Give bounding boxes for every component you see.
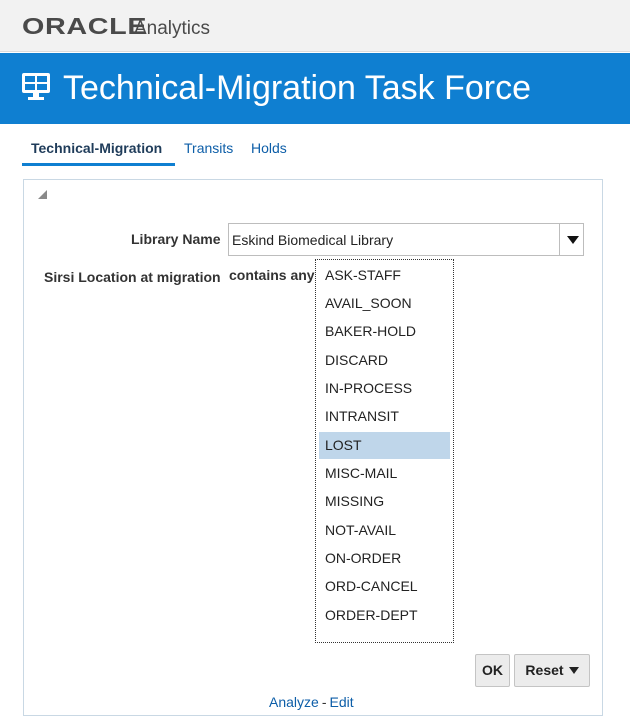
list-item[interactable]: IN-PROCESS (325, 380, 413, 396)
ok-button[interactable]: OK (475, 654, 510, 687)
tab-technical-migration[interactable]: Technical-Migration (22, 133, 175, 166)
reset-button[interactable] (514, 654, 590, 687)
library-name-select[interactable] (228, 223, 584, 256)
list-item[interactable]: MISC-MAIL (325, 465, 398, 481)
library-name-value: Eskind Biomedical Library (232, 232, 394, 248)
chevron-down-icon (567, 236, 579, 244)
list-item[interactable]: BAKER-HOLD (325, 323, 417, 339)
logo-oracle-text: ORACLE (22, 13, 148, 39)
collapse-triangle-icon[interactable] (38, 190, 47, 199)
prompts-panel (23, 179, 603, 716)
list-item[interactable]: ORDER-DEPT (325, 607, 418, 623)
dashboard-tabs (22, 133, 622, 167)
list-item[interactable]: NOT-AVAIL (325, 522, 397, 538)
link-separator: - (321, 694, 327, 710)
list-item[interactable]: ON-ORDER (325, 550, 402, 566)
dashboard-banner (0, 53, 630, 124)
chevron-down-icon (569, 667, 579, 674)
list-item[interactable]: ORD-CANCEL (325, 578, 418, 594)
operator-label: contains any (229, 267, 315, 283)
list-item[interactable]: INTRANSIT (325, 408, 399, 424)
list-item-highlighted[interactable]: LOST (319, 432, 450, 459)
sirsi-location-dropdown-list[interactable] (315, 259, 454, 643)
list-item[interactable]: DISCARD (325, 352, 389, 368)
tab-holds[interactable]: Holds (251, 140, 287, 156)
edit-link[interactable]: Edit (329, 694, 354, 710)
logo-product-text: Analytics (134, 18, 211, 39)
tab-transits[interactable]: Transits (184, 140, 234, 156)
top-bar (0, 0, 630, 52)
list-item[interactable]: AVAIL_SOON (325, 295, 412, 311)
sirsi-location-label: Sirsi Location at migration (44, 269, 221, 285)
library-name-label: Library Name (131, 231, 221, 247)
list-item[interactable]: MISSING (325, 493, 385, 509)
oracle-analytics-logo[interactable] (22, 13, 210, 40)
dashboard-monitor-icon (21, 71, 51, 101)
analyze-link[interactable]: Analyze (269, 694, 319, 710)
reset-button-label: Reset (525, 662, 564, 678)
footer-links (269, 694, 354, 710)
page-title: Technical-Migration Task Force (63, 69, 531, 107)
library-dropdown-button[interactable] (559, 224, 583, 255)
list-item[interactable]: ASK-STAFF (325, 267, 401, 283)
